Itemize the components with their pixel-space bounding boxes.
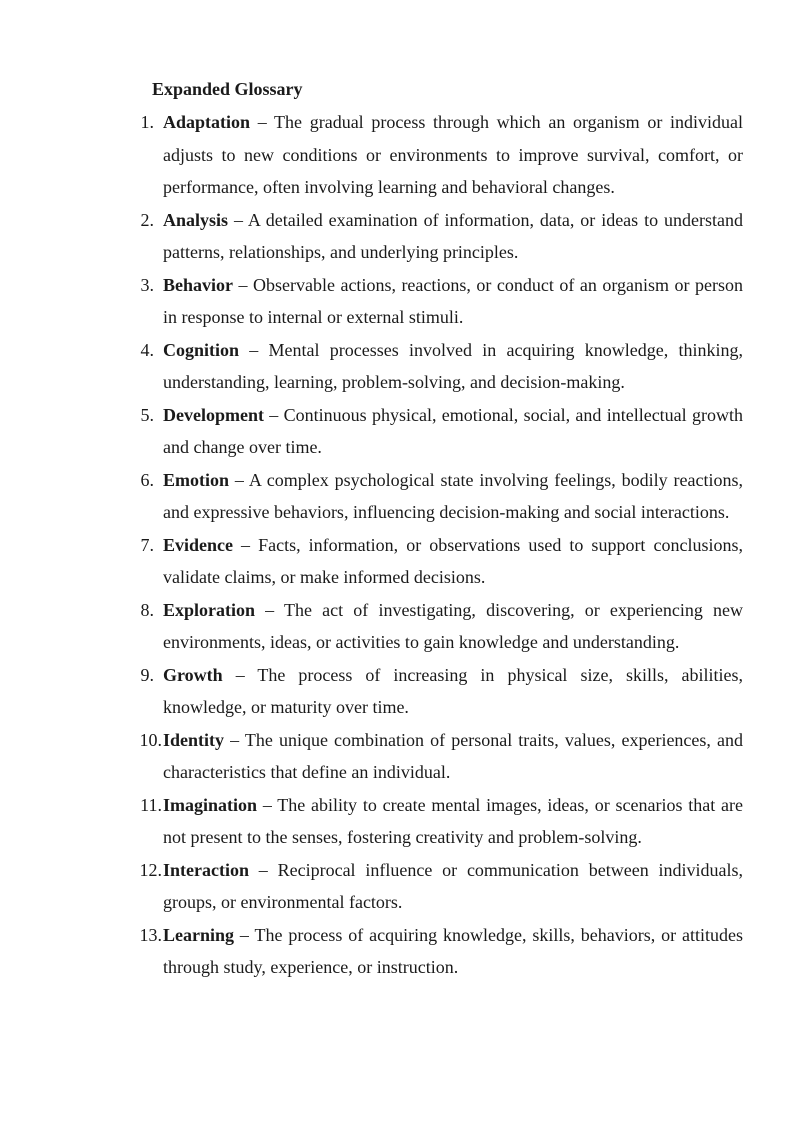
page-title: Expanded Glossary: [152, 79, 303, 99]
glossary-entry: [0, 919, 743, 984]
entry-term: Emotion: [163, 469, 230, 490]
entry-definition: – Observable actions, reactions, or conduct of an organism or person in response to internal or external stimuli.: [163, 274, 743, 327]
entry-term: Imagination: [163, 794, 258, 815]
entry-number: 10.: [139, 729, 162, 750]
glossary-entry: [0, 659, 743, 724]
entry-definition: – A complex psychological state involving feelings, bodily reactions, and expressive behaviors, influencing decision-making and social interactions.: [163, 469, 743, 522]
glossary-entry: [0, 854, 743, 919]
entry-term: Growth: [163, 664, 223, 685]
entry-number: 4.: [140, 339, 154, 360]
entry-definition: – A detailed examination of information, data, or ideas to understand patterns, relationships, and underlying principles.: [163, 209, 743, 262]
entry-term: Exploration: [163, 599, 256, 620]
entry-definition: – Facts, information, or observations used to support conclusions, validate claims, or make informed decisions.: [163, 534, 743, 587]
glossary-entry: [0, 204, 743, 269]
entry-number: 2.: [140, 209, 154, 230]
entry-number: 11.: [140, 794, 162, 815]
glossary-entry: [0, 399, 743, 464]
entry-number: 1.: [140, 112, 154, 132]
entry-definition: – Mental processes involved in acquiring knowledge, thinking, understanding, learning, problem-solving, and decision-making.: [163, 339, 743, 392]
glossary-entry: [0, 269, 743, 334]
entry-definition: – Continuous physical, emotional, social, and intellectual growth and change over time.: [163, 404, 743, 457]
entry-number: 8.: [140, 599, 154, 620]
entry-term: Identity: [163, 729, 225, 750]
entry-term: Adaptation: [163, 112, 251, 132]
glossary-entry: [0, 464, 743, 529]
entry-definition: – The gradual process through which an organism or individual adjusts to new conditions or environments to improve survival, comfort, or performance, often involving learning and behavioral changes.: [163, 112, 743, 197]
glossary-list: [0, 106, 800, 984]
entry-definition: – The act of investigating, discovering, or experiencing new environments, ideas, or activities to gain knowledge and understanding.: [163, 599, 743, 652]
entry-definition: – The process of acquiring knowledge, skills, behaviors, or attitudes through study, experience, or instruction.: [163, 924, 743, 977]
glossary-entry: [0, 789, 743, 854]
entry-definition: – Reciprocal influence or communication between individuals, groups, or environmental factors.: [163, 859, 743, 912]
entry-definition: – The ability to create mental images, ideas, or scenarios that are not present to the senses, fostering creativity and problem-solving.: [163, 794, 743, 847]
entry-term: Analysis: [163, 209, 229, 230]
glossary-entry: [0, 334, 743, 399]
entry-definition: – The process of increasing in physical size, skills, abilities, knowledge, or maturity over time.: [163, 664, 743, 717]
entry-term: Cognition: [163, 339, 240, 360]
entry-term: Learning: [163, 924, 235, 945]
glossary-entry: [0, 106, 743, 204]
entry-term: Evidence: [163, 534, 233, 555]
entry-number: 3.: [140, 274, 154, 295]
entry-number: 6.: [140, 469, 154, 490]
entry-number: 5.: [140, 404, 154, 425]
entry-number: 12.: [139, 859, 162, 880]
entry-number: 13.: [139, 924, 162, 945]
entry-number: 7.: [140, 534, 154, 555]
glossary-entry: [0, 594, 743, 659]
glossary-entry: [0, 724, 743, 789]
entry-term: Development: [163, 404, 264, 425]
entry-definition: – The unique combination of personal traits, values, experiences, and characteristics that define an individual.: [163, 729, 743, 782]
entry-term: Behavior: [163, 274, 233, 295]
entry-number: 9.: [140, 664, 154, 685]
glossary-entry: [0, 529, 743, 594]
entry-term: Interaction: [163, 859, 249, 880]
